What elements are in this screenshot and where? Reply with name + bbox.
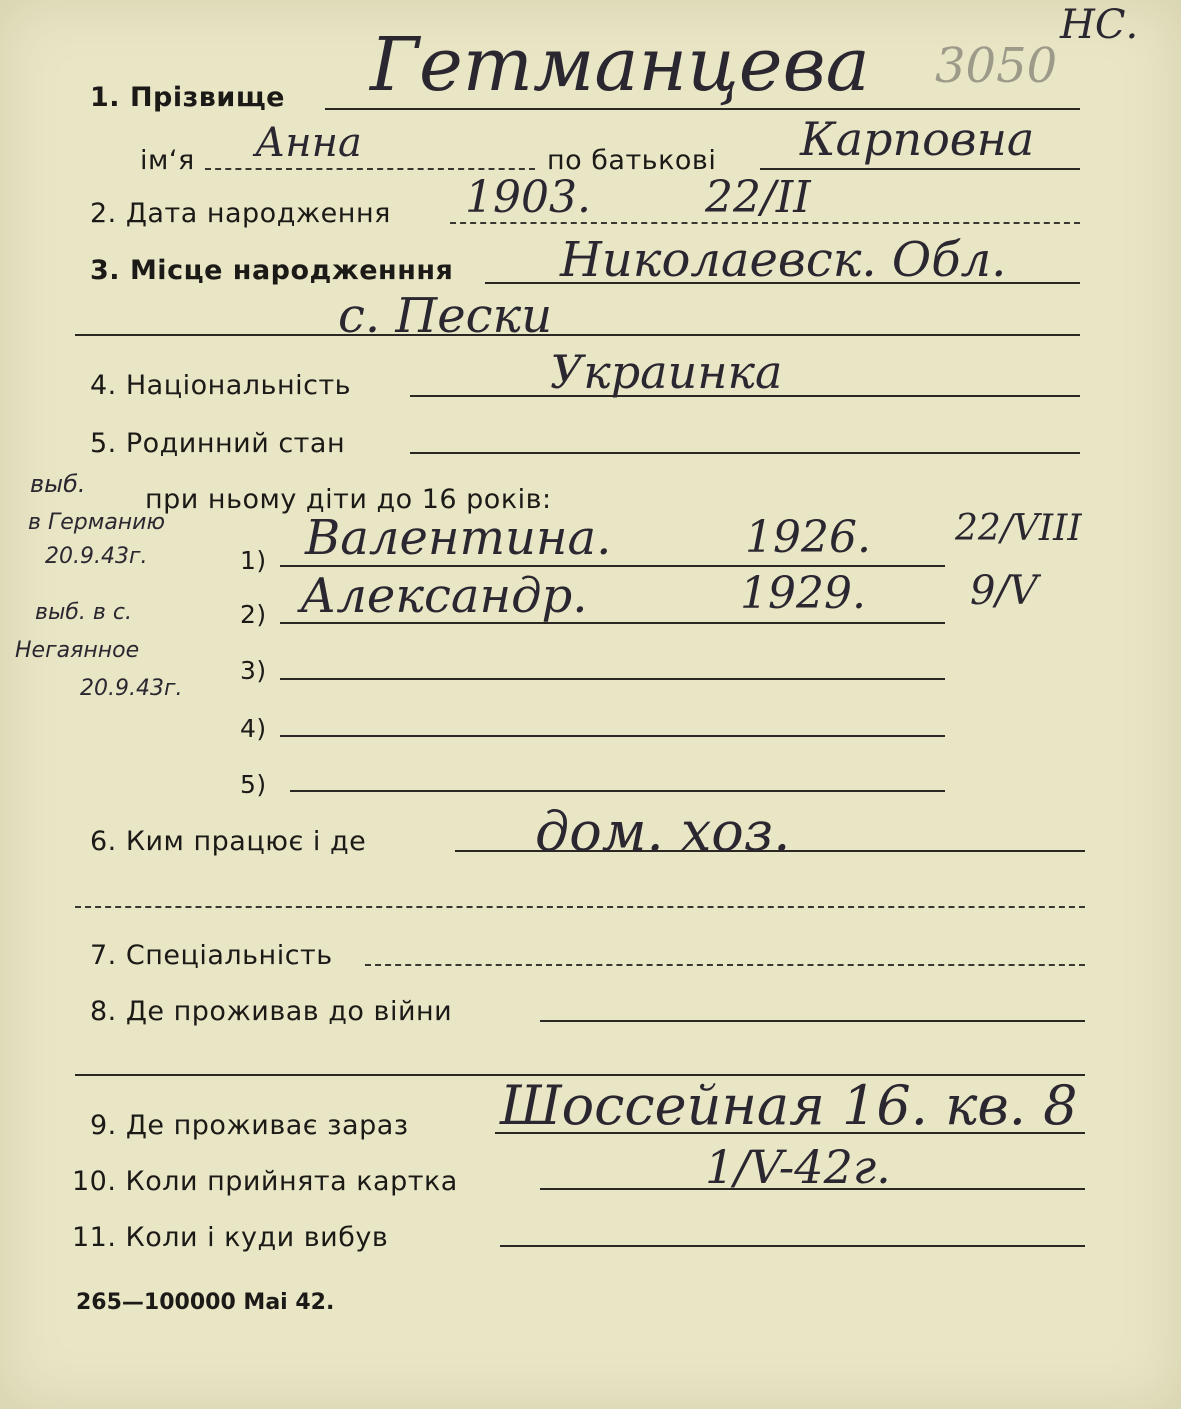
- specialty-label: 7. Спеціальність: [90, 940, 333, 971]
- children-label: при ньому діти до 16 років:: [145, 484, 552, 515]
- accepted-label: 10. Коли прийнята картка: [72, 1166, 458, 1197]
- work-value: дом. хоз.: [535, 800, 791, 863]
- child-number-3: 3): [240, 656, 267, 685]
- work-line-2: [75, 906, 1085, 908]
- child-line-3: [280, 678, 945, 680]
- corner-mark: НС.: [1060, 2, 1139, 48]
- name-label: ім‘я: [140, 145, 195, 176]
- surname-label: 1. Прізвище: [90, 82, 285, 113]
- note-2-line-2: Негаянное: [15, 638, 140, 663]
- child-number-2: 2): [240, 600, 267, 629]
- child-number-1: 1): [240, 546, 267, 575]
- print-code: 265—100000 Mai 42.: [76, 1290, 335, 1315]
- child-2-name: Александр.: [300, 568, 588, 624]
- birthdate-label: 2. Дата народження: [90, 198, 391, 229]
- child-2-year: 1929.: [740, 568, 866, 619]
- departed-label: 11. Коли і куди вибув: [72, 1222, 389, 1253]
- child-line-5: [290, 790, 945, 792]
- family-line: [410, 452, 1080, 454]
- name-value: Анна: [255, 120, 362, 166]
- stamp-number: 3050: [935, 38, 1058, 94]
- note-1-line-1: выб.: [30, 470, 86, 498]
- child-1-day: 22/VIII: [955, 508, 1082, 549]
- child-number-5: 5): [240, 770, 267, 799]
- child-2-day: 9/V: [970, 568, 1038, 614]
- name-line: [205, 168, 535, 170]
- birth-year-value: 1903.: [465, 172, 591, 223]
- nationality-label: 4. Національність: [90, 370, 352, 401]
- note-2-line-3: 20.9.43г.: [80, 676, 183, 701]
- prewar-label: 8. Де проживав до війни: [90, 996, 453, 1027]
- child-1-year: 1926.: [745, 512, 871, 563]
- child-line-4: [280, 735, 945, 737]
- surname-value: Гетманцева: [370, 22, 870, 108]
- note-1-line-2: в Германию: [28, 510, 165, 535]
- birthplace-label: 3. Місце народженння: [90, 255, 454, 286]
- current-address-value: Шоссейная 16. кв. 8: [500, 1074, 1078, 1137]
- patronymic-line: [760, 168, 1080, 170]
- specialty-line: [365, 964, 1085, 966]
- surname-line: [325, 108, 1080, 110]
- birthplace-line-2: [75, 334, 1080, 336]
- child-1-name: Валентина.: [305, 510, 612, 566]
- patronymic-value: Карповна: [800, 112, 1035, 166]
- current-label: 9. Де проживає зараз: [90, 1110, 409, 1141]
- child-number-4: 4): [240, 714, 267, 743]
- accepted-date-value: 1/V-42г.: [705, 1140, 891, 1194]
- family-label: 5. Родинний стан: [90, 428, 346, 459]
- birthplace-value-2: с. Пески: [338, 288, 553, 344]
- note-1-line-3: 20.9.43г.: [45, 544, 148, 569]
- birthplace-value-1: Николаевск. Обл.: [560, 232, 1007, 288]
- prewar-line: [540, 1020, 1085, 1022]
- note-2-line-1: выб. в с.: [35, 600, 132, 625]
- birth-day-value: 22/II: [705, 172, 811, 223]
- nationality-value: Украинка: [550, 345, 783, 399]
- patronymic-label: по батькові: [547, 145, 717, 176]
- departed-line: [500, 1245, 1085, 1247]
- work-label: 6. Ким працює і де: [90, 826, 367, 857]
